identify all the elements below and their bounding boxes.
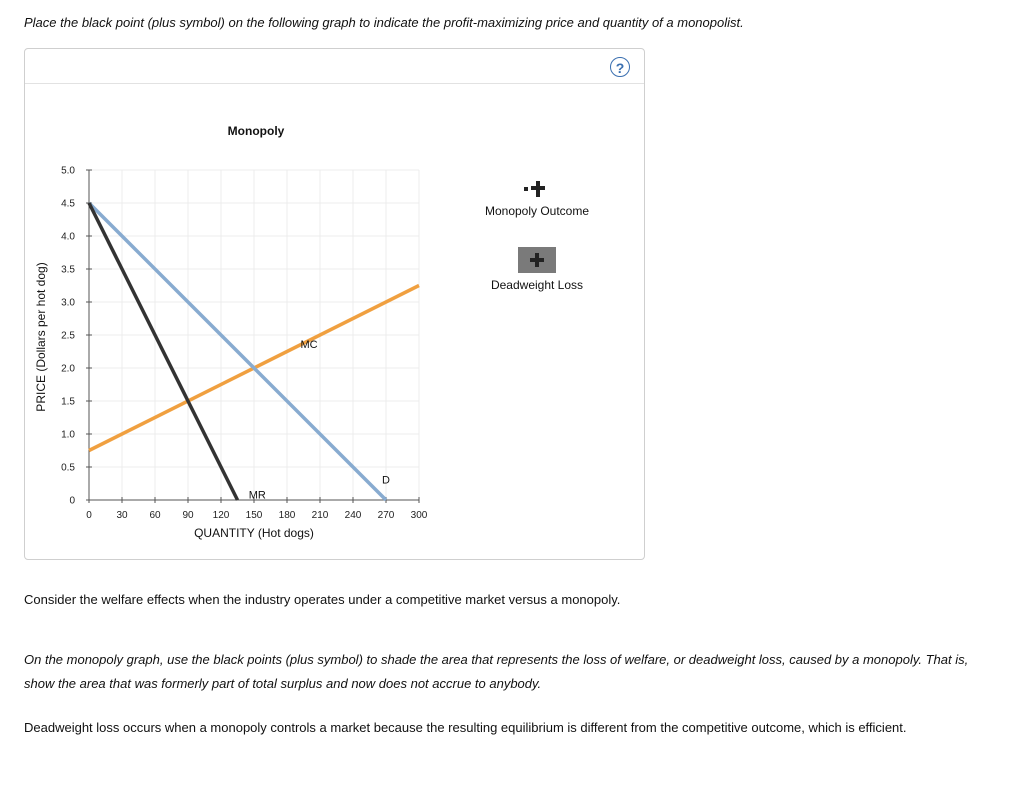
y-tick-label: 3.5 bbox=[61, 264, 75, 276]
deadweight-loss-tool[interactable] bbox=[475, 247, 599, 292]
y-tick-label: 4.0 bbox=[61, 231, 75, 243]
curve-label-mc: MC bbox=[300, 339, 318, 352]
placement-instruction: Place the black point (plus symbol) on the following graph to indicate the profit-maximizing price and quantity of a monopolist. bbox=[24, 15, 744, 30]
y-axis-label: PRICE (Dollars per hot dog) bbox=[34, 262, 48, 412]
monopoly-graph[interactable] bbox=[25, 49, 644, 559]
curve-mr bbox=[89, 203, 238, 500]
x-tick-label: 180 bbox=[278, 510, 296, 521]
help-icon[interactable]: ? bbox=[610, 57, 630, 77]
monopoly-outcome-label: Monopoly Outcome bbox=[484, 204, 590, 218]
x-tick-label: 300 bbox=[410, 510, 428, 521]
deadweight-loss-label: Deadweight Loss bbox=[490, 278, 584, 292]
x-tick-label: 30 bbox=[116, 510, 128, 521]
curve-label-mr: MR bbox=[248, 489, 266, 502]
welfare-intro-text: Consider the welfare effects when the industry operates under a competitive market versus a monopoly. bbox=[24, 592, 621, 607]
y-tick-label: 0.5 bbox=[61, 462, 75, 474]
x-tick-label: 90 bbox=[182, 510, 194, 521]
graph-grid bbox=[89, 170, 419, 500]
shade-instruction-text: On the monopoly graph, use the black points (plus symbol) to shade the area that represents the loss of welfare, or deadweight loss, caused by a monopoly. That is, show the area that was formerly part of total surplus and now does not accrue to anybody. bbox=[24, 652, 969, 691]
y-tick-label: 2.5 bbox=[61, 330, 75, 342]
graph-ticks bbox=[61, 166, 428, 522]
x-tick-label: 240 bbox=[344, 510, 362, 521]
shaded-plus-icon[interactable] bbox=[518, 247, 556, 273]
y-tick-label: 1.5 bbox=[61, 396, 75, 408]
plus-icon[interactable] bbox=[522, 177, 552, 199]
y-tick-label: 1.0 bbox=[61, 429, 75, 441]
graph-labels bbox=[34, 124, 390, 540]
y-tick-label: 0 bbox=[69, 495, 75, 507]
monopoly-outcome-tool[interactable] bbox=[475, 177, 599, 218]
x-tick-label: 0 bbox=[86, 510, 92, 521]
y-tick-label: 4.5 bbox=[61, 198, 75, 210]
chart-title: Monopoly bbox=[227, 124, 285, 138]
deadweight-explanation-text: Deadweight loss occurs when a monopoly controls a market because the resulting equilibrium is different from the competitive outcome, which is efficient. bbox=[24, 720, 907, 735]
x-tick-label: 120 bbox=[212, 510, 230, 521]
curve-d bbox=[89, 203, 386, 500]
y-tick-label: 3.0 bbox=[61, 297, 75, 309]
y-tick-label: 2.0 bbox=[61, 363, 75, 375]
x-tick-label: 150 bbox=[245, 510, 263, 521]
x-tick-label: 210 bbox=[311, 510, 329, 521]
x-axis-label: QUANTITY (Hot dogs) bbox=[194, 526, 314, 540]
y-tick-label: 5.0 bbox=[61, 165, 75, 177]
graph-panel bbox=[24, 48, 645, 560]
curve-label-d: D bbox=[382, 474, 390, 487]
x-tick-label: 270 bbox=[377, 510, 395, 521]
x-tick-label: 60 bbox=[149, 510, 161, 521]
